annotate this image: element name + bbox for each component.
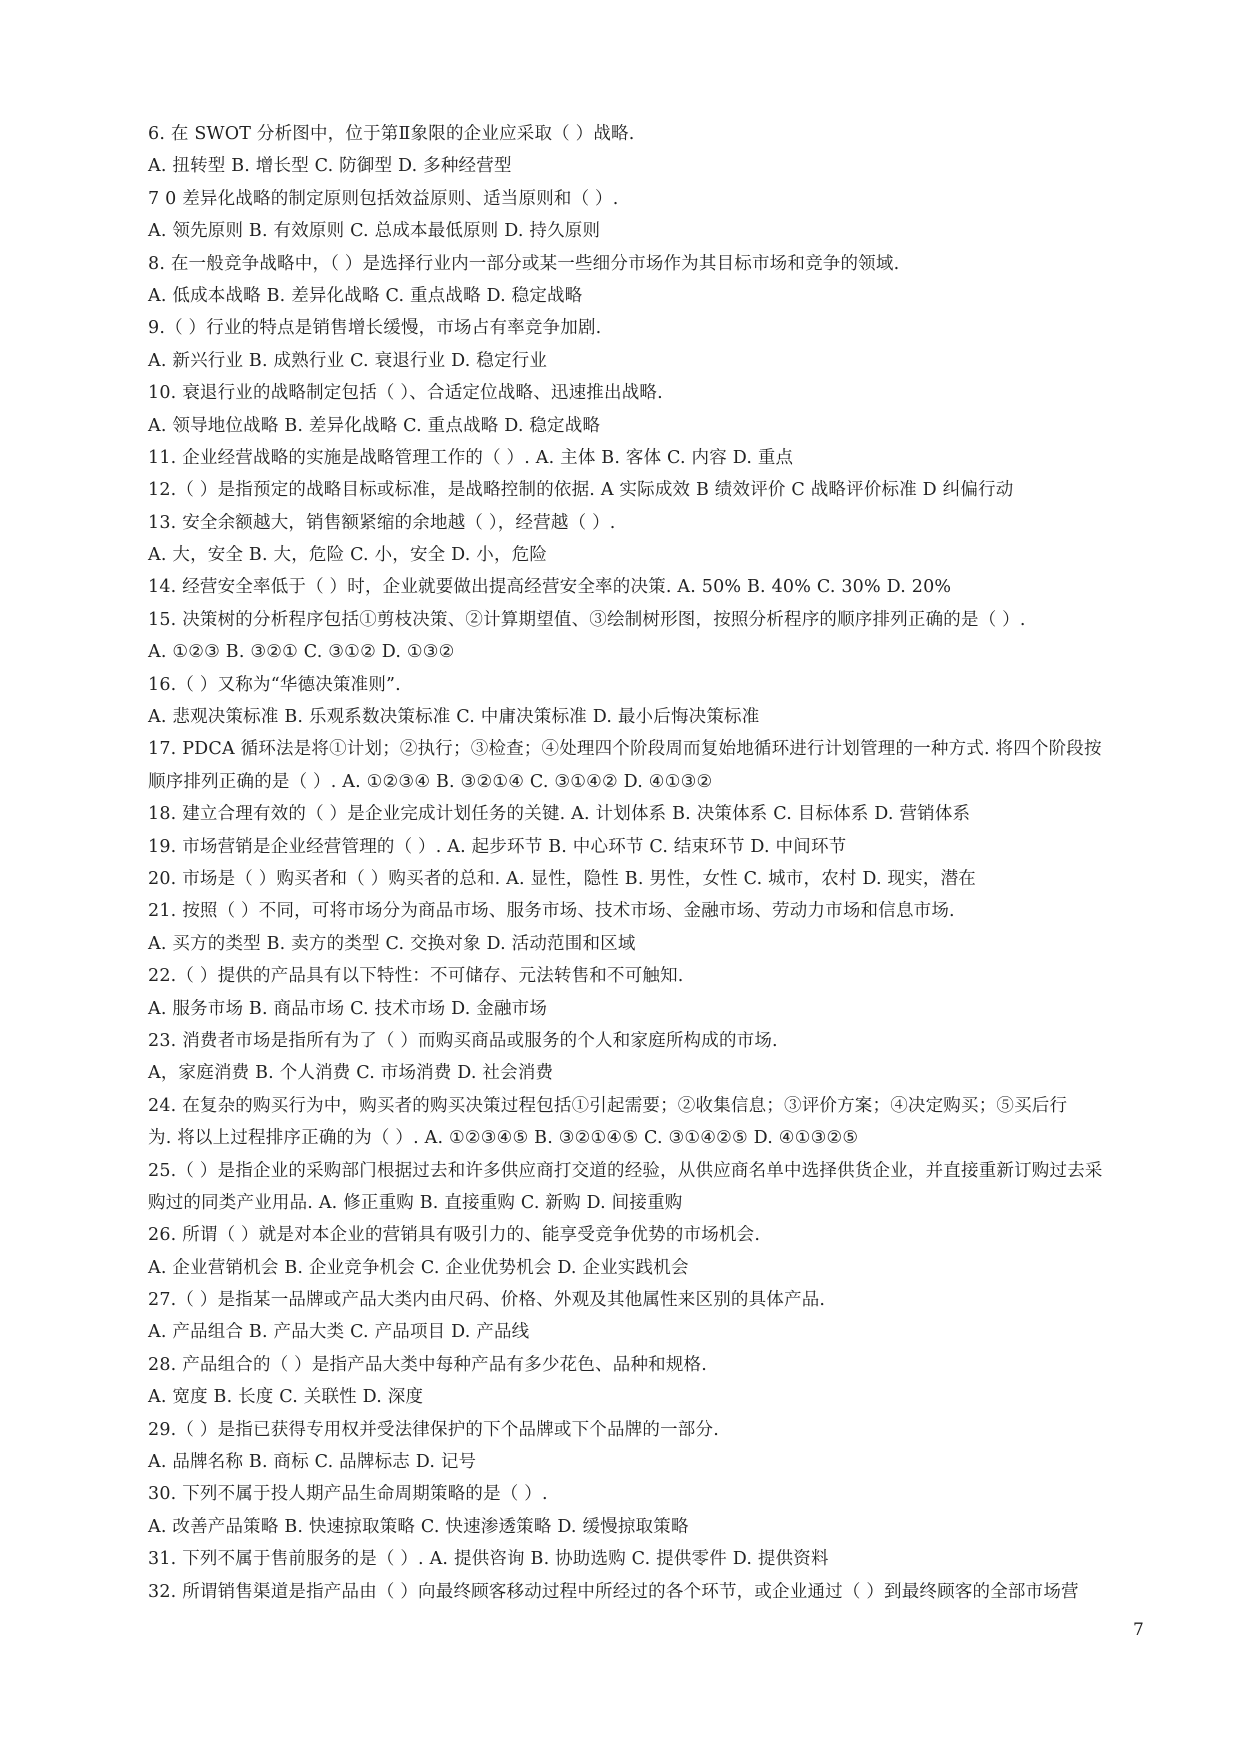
text-line: 16.（ ）又称为“华德决策准则”. — [148, 674, 401, 695]
text-line: 15. 决策树的分析程序包括①剪枝决策、②计算期望值、③绘制树形图，按照分析程序的顺序排列正确的是（ ）. — [148, 609, 1026, 630]
text-line: A. 新兴行业 B. 成熟行业 C. 衰退行业 D. 稳定行业 — [148, 350, 548, 371]
text-line: 18. 建立合理有效的（ ）是企业完成计划任务的关键. A. 计划体系 B. 决策体系 C. 目标体系 D. 营销体系 — [148, 804, 971, 825]
text-line: 29.（ ）是指已获得专用权并受法律保护的下个品牌或下个品牌的一部分. — [148, 1419, 719, 1440]
text-line: A. 改善产品策略 B. 快速掠取策略 C. 快速渗透策略 D. 缓慢掠取策略 — [148, 1516, 689, 1537]
text-line: 28. 产品组合的（ ）是指产品大类中每种产品有多少花色、品种和规格. — [148, 1354, 708, 1375]
text-line: 顺序排列正确的是（ ）. A. ①②③④ B. ③②①④ C. ③①④② D. ④①③② — [148, 771, 713, 792]
text-line: 21. 按照（ ）不同，可将市场分为商品市场、服务市场、技术市场、金融市场、劳动力市场和信息市场. — [148, 901, 955, 922]
text-line: A. 宽度 B. 长度 C. 关联性 D. 深度 — [148, 1387, 424, 1408]
text-line: A. 服务市场 B. 商品市场 C. 技术市场 D. 金融市场 — [148, 998, 548, 1019]
text-line: 6. 在 SWOT 分析图中，位于第Ⅱ象限的企业应采取（ ）战略. — [148, 124, 635, 144]
text-line: 为. 将以上过程排序正确的为（ ）. A. ①②③④⑤ B. ③②①④⑤ C. ③①④②⑤ D. ④①③②⑤ — [148, 1128, 859, 1149]
text-line: 20. 市场是（ ）购买者和（ ）购买者的总和. A. 显性，隐性 B. 男性，女性 C. 城市，农村 D. 现实，潜在 — [148, 868, 977, 889]
text-line: 13. 安全余额越大，销售额紧缩的余地越（ ），经营越（ ）. — [148, 512, 616, 533]
question-list — [148, 118, 1148, 1608]
text-line: A. 扭转型 B. 增长型 C. 防御型 D. 多种经营型 — [148, 156, 512, 177]
text-line: 24. 在复杂的购买行为中，购买者的购买决策过程包括①引起需要；②收集信息；③评价方案；④决定购买；⑤买后行 — [148, 1095, 1068, 1116]
text-line: 27.（ ）是指某一品牌或产品大类内由尺码、价格、外观及其他属性来区别的具体产品. — [148, 1290, 826, 1311]
text-line: 8. 在一般竞争战略中，（ ）是选择行业内一部分或某一些细分市场作为其目标市场和竞争的领域. — [148, 253, 900, 274]
text-line: 25.（ ）是指企业的采购部门根据过去和许多供应商打交道的经验，从供应商名单中选择供货企业，并直接重新订购过去采 — [148, 1160, 1103, 1181]
text-line: 10. 衰退行业的战略制定包括（ ）、合适定位战略、迅速推出战略. — [148, 383, 663, 404]
text-line: A. 产品组合 B. 产品大类 C. 产品项目 D. 产品线 — [148, 1322, 530, 1343]
text-line: A. 悲观决策标准 B. 乐观系数决策标准 C. 中庸决策标准 D. 最小后悔决策标准 — [148, 707, 760, 728]
text-line: 17. PDCA 循环法是将①计划；②执行；③检查；④处理四个阶段周而复始地循环进行计划管理的一种方式. 将四个阶段按 — [148, 739, 1102, 760]
text-line: 31. 下列不属于售前服务的是（ ）. A. 提供咨询 B. 协助选购 C. 提供零件 D. 提供资料 — [148, 1549, 829, 1570]
page-number: 7 — [1133, 1620, 1144, 1640]
text-line: 购过的同类产业用品. A. 修正重购 B. 直接重购 C. 新购 D. 间接重购 — [148, 1192, 683, 1213]
text-line: 32. 所谓销售渠道是指产品由（ ）向最终顾客移动过程中所经过的各个环节，或企业通过（ ）到最终顾客的全部市场营 — [148, 1581, 1079, 1602]
text-line: A. 大，安全 B. 大，危险 C. 小，安全 D. 小，危险 — [148, 545, 548, 566]
text-line: 11. 企业经营战略的实施是战略管理工作的（ ）. A. 主体 B. 客体 C. 内容 D. 重点 — [148, 447, 794, 468]
text-line: A. 品牌名称 B. 商标 C. 品牌标志 D. 记号 — [148, 1452, 477, 1473]
text-line: 30. 下列不属于投人期产品生命周期策略的是（ ）. — [148, 1484, 548, 1505]
text-line: A. 低成本战略 B. 差异化战略 C. 重点战略 D. 稳定战略 — [148, 285, 583, 306]
text-line: 9.（ ）行业的特点是销售增长缓慢，市场占有率竞争加剧. — [148, 318, 602, 339]
text-line: 23. 消费者市场是指所有为了（ ）而购买商品或服务的个人和家庭所构成的市场. — [148, 1030, 778, 1051]
text-line: 22.（ ）提供的产品具有以下特性：不可储存、元法转售和不可触知. — [148, 966, 684, 987]
text-line: 26. 所谓（ ）就是对本企业的营销具有吸引力的、能享受竞争优势的市场机会. — [148, 1225, 761, 1246]
text-line: A. 领先原则 B. 有效原则 C. 总成本最低原则 D. 持久原则 — [148, 221, 601, 242]
text-line: A，家庭消费 B. 个人消费 C. 市场消费 D. 社会消费 — [148, 1063, 554, 1084]
text-line: A. 企业营销机会 B. 企业竞争机会 C. 企业优势机会 D. 企业实践机会 — [148, 1257, 689, 1278]
text-line: A. ①②③ B. ③②① C. ③①② D. ①③② — [148, 642, 455, 663]
text-line: 14. 经营安全率低于（ ）时，企业就要做出提高经营安全率的决策. A. 50% B. 40% C. 30% D. 20% — [148, 577, 952, 598]
text-line: A. 买方的类型 B. 卖方的类型 C. 交换对象 D. 活动范围和区域 — [148, 933, 636, 954]
text-line: 19. 市场营销是企业经营管理的（ ）. A. 起步环节 B. 中心环节 C. 结束环节 D. 中间环节 — [148, 836, 847, 857]
text-line: A. 领导地位战略 B. 差异化战略 C. 重点战略 D. 稳定战略 — [148, 415, 601, 436]
text-line: 12.（ ）是指预定的战略目标或标准，是战略控制的依据. A 实际成效 B 绩效评价 C 战略评价标准 D 纠偏行动 — [148, 480, 1014, 501]
text-line: 7 0 差异化战略的制定原则包括效益原则、适当原则和（ ）. — [148, 188, 619, 209]
